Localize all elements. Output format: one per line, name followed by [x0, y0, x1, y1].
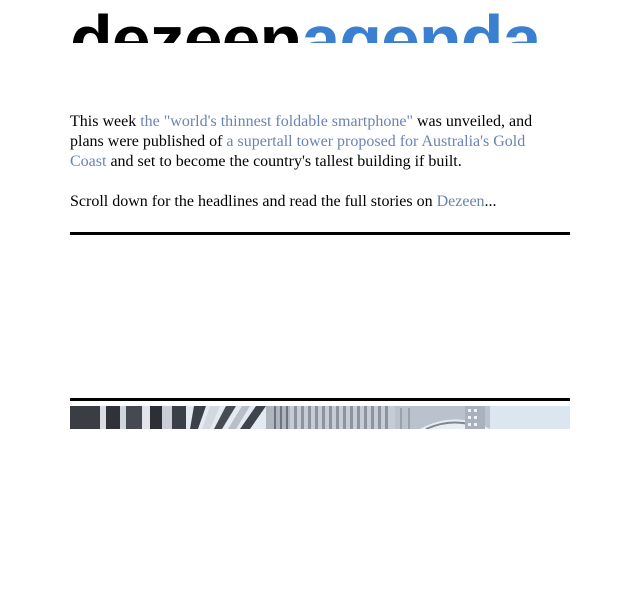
logo-wordmark — [70, 0, 570, 79]
intro-paragraph-2 — [70, 192, 550, 212]
intro-text — [70, 112, 550, 232]
logo-word-dezeen: dezeen — [70, 1, 302, 79]
intro-text-segment: ... — [484, 193, 497, 210]
svg-text:dezeenagenda — [70, 1, 542, 79]
intro-text-segment: and set to become the country's tallest building if built. — [106, 153, 462, 170]
architecture-photo-image — [70, 406, 570, 429]
foldable-smartphone-link[interactable]: the "world's thinnest foldable smartphone" — [140, 113, 413, 130]
supertall-tower-link[interactable]: a supertall tower proposed for Australia's Gold Coast — [70, 133, 526, 170]
logo-word-agenda: agenda — [301, 1, 541, 79]
section-divider — [70, 232, 570, 235]
dezeen-link[interactable]: Dezeen — [436, 193, 485, 210]
intro-text-segment: Scroll down for the headlines and read the full stories on — [70, 193, 437, 210]
section-divider — [70, 398, 570, 401]
dezeen-agenda-logo[interactable] — [70, 0, 570, 79]
intro-text-segment: This week — [70, 113, 141, 130]
intro-text-segment: was unveiled, and plans were published of — [70, 113, 533, 150]
story-image[interactable] — [70, 406, 570, 429]
intro-paragraph-1 — [70, 112, 550, 172]
